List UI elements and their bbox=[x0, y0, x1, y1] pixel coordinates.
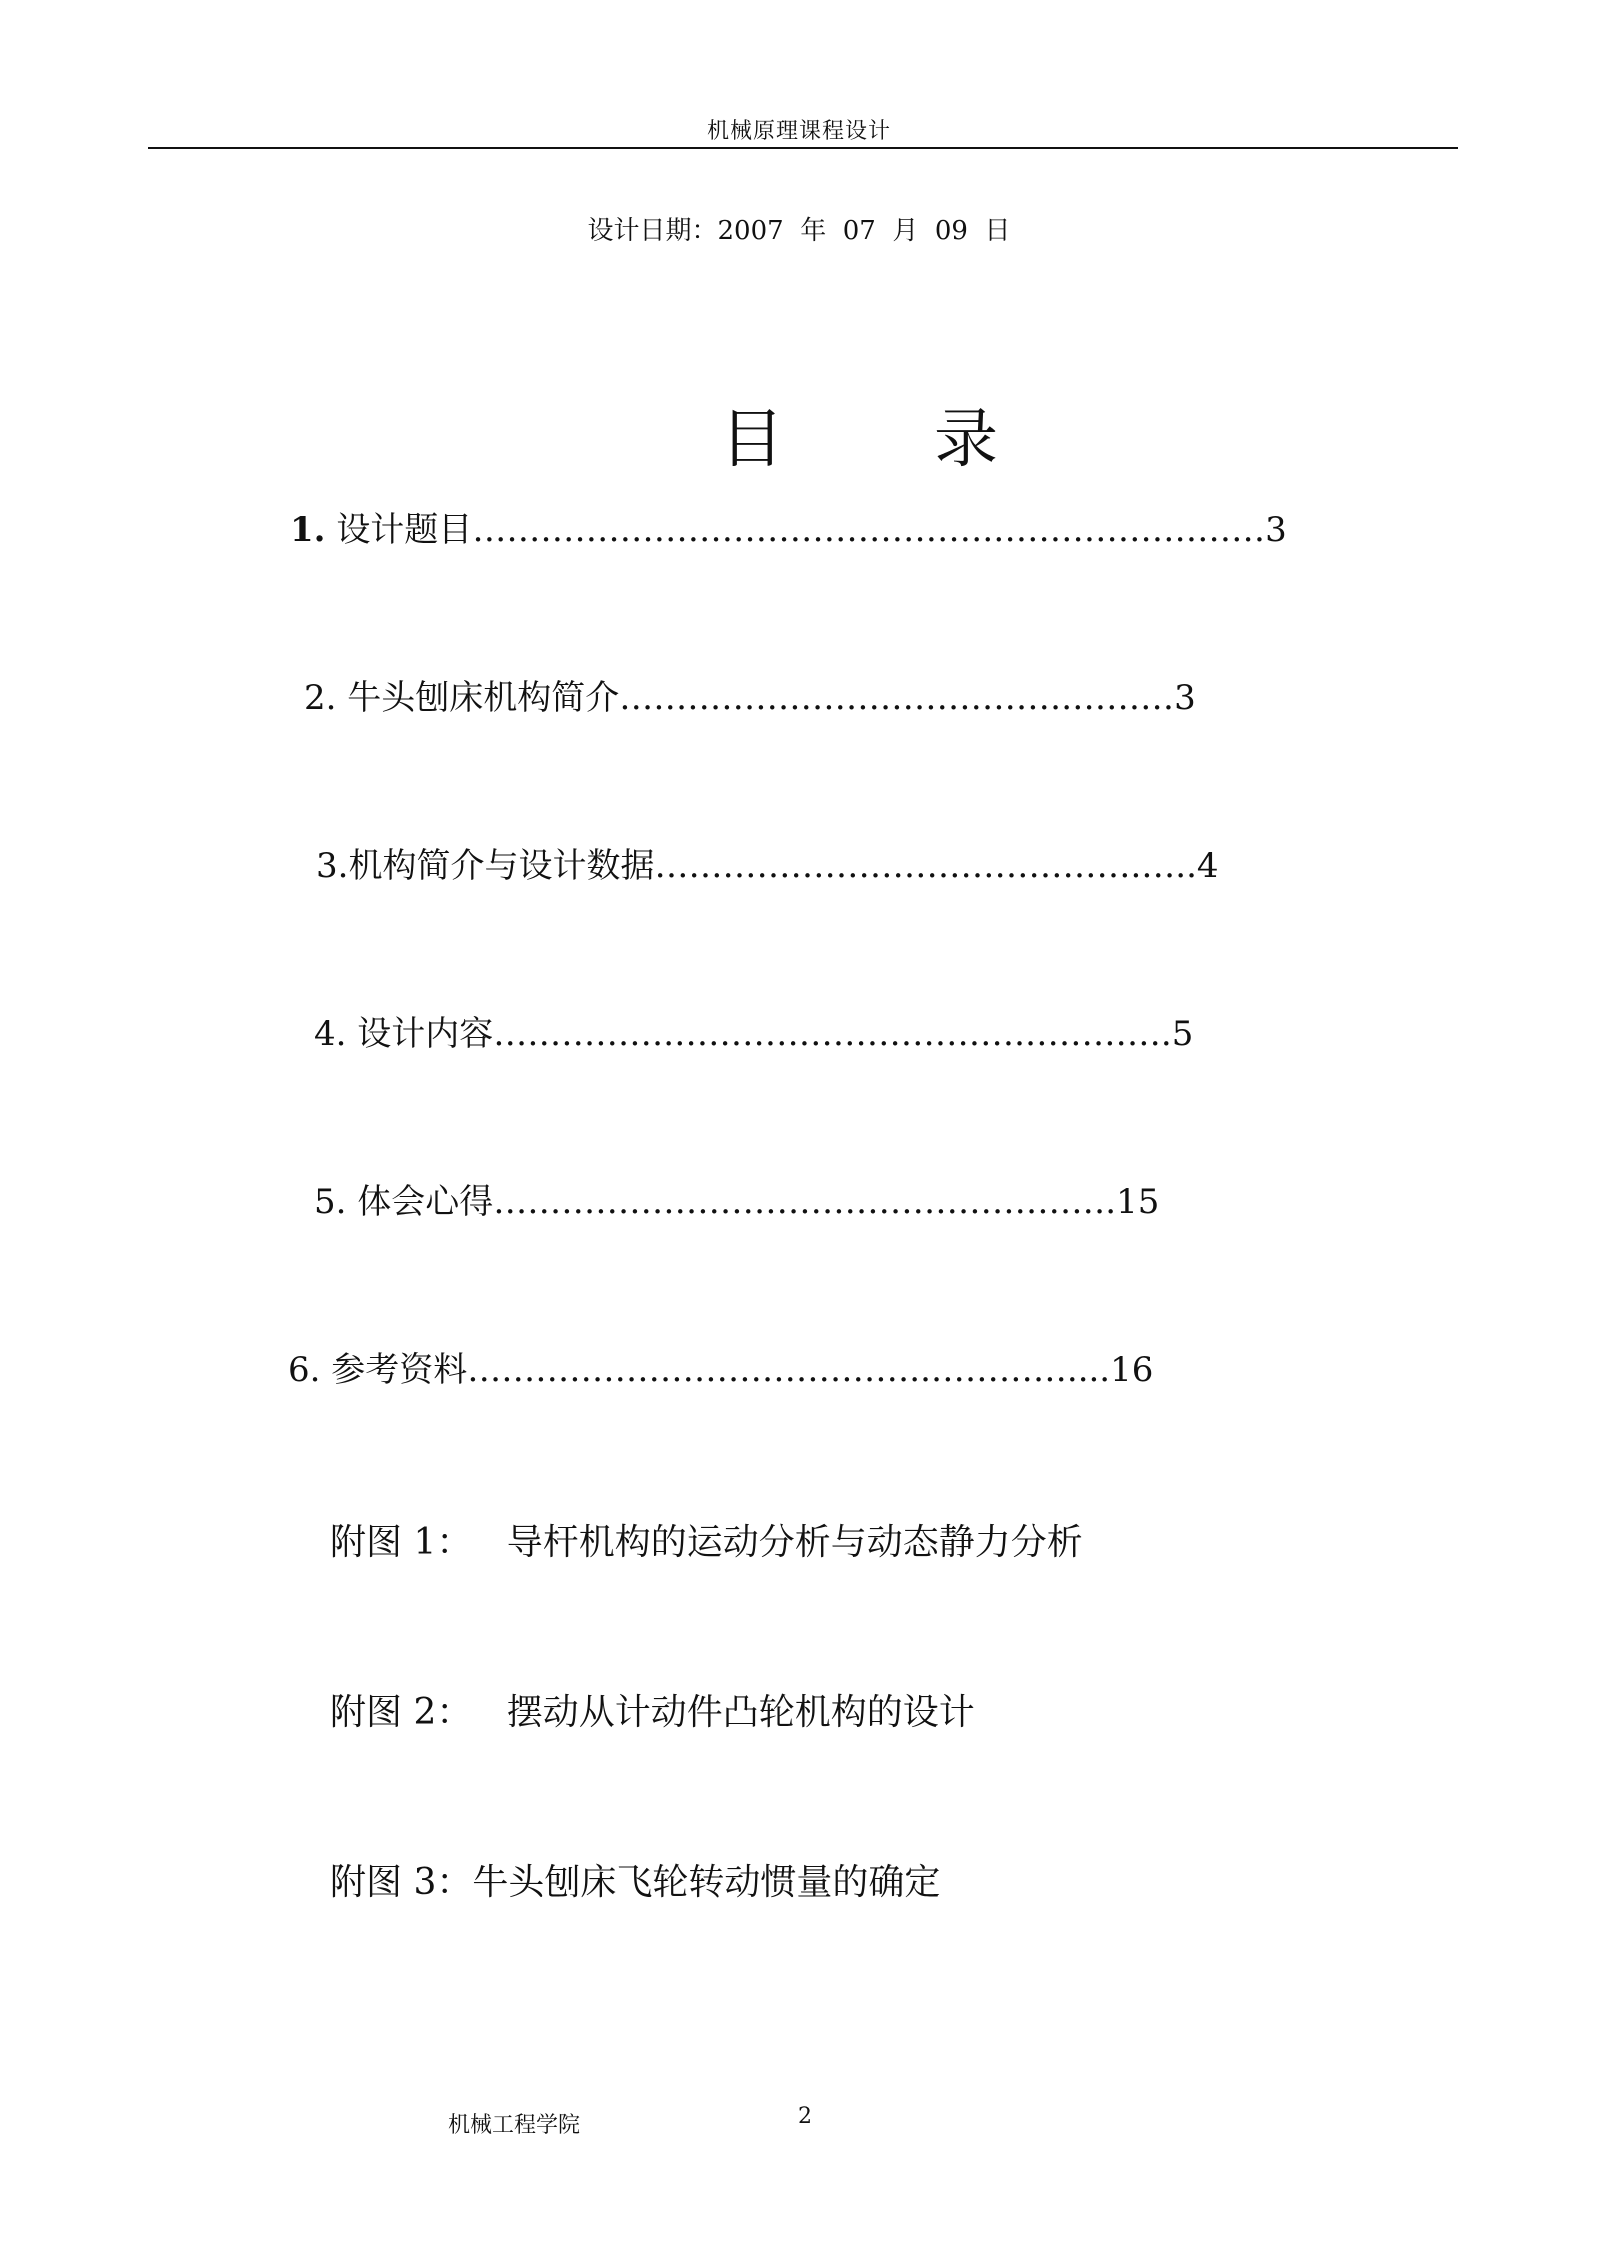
running-header-title: 机械原理课程设计 bbox=[706, 119, 891, 144]
toc-entry-page: 15 bbox=[1116, 1182, 1160, 1222]
toc-entry[interactable] bbox=[314, 1182, 1159, 1223]
toc-heading-left: 目 bbox=[720, 403, 784, 477]
toc-entry-number: 6. bbox=[288, 1350, 321, 1390]
footer-page-number: 2 bbox=[798, 2104, 812, 2129]
toc-entry-title: 参考资料 bbox=[331, 1350, 468, 1390]
toc-entry-number: 3. bbox=[316, 846, 349, 886]
appendix-label: 附图 3： bbox=[330, 1862, 473, 1903]
appendix-label: 附图 1： bbox=[330, 1522, 473, 1563]
toc-entry-number: 2. bbox=[304, 678, 337, 718]
appendix-item bbox=[330, 1514, 1083, 1565]
toc-entry-number: 5. bbox=[314, 1182, 347, 1222]
toc-entry[interactable] bbox=[316, 846, 1219, 887]
toc-entry-leaders: …………………………………..………….... bbox=[467, 1350, 1111, 1390]
toc-entry-page: 4 bbox=[1196, 846, 1219, 886]
toc-entry-page: 3 bbox=[1174, 678, 1196, 718]
toc-entry-title: 体会心得 bbox=[357, 1182, 494, 1222]
toc-entry-title: 设计内容 bbox=[357, 1014, 494, 1054]
toc-entry-number: 4. bbox=[314, 1014, 347, 1054]
toc-entry[interactable] bbox=[314, 1014, 1193, 1055]
toc-entry-number: 1. bbox=[290, 510, 326, 550]
toc-entry-leaders: ………………………………………………. bbox=[493, 1182, 1117, 1222]
appendix-item bbox=[330, 1854, 940, 1905]
appendix-label: 附图 2： bbox=[330, 1692, 473, 1733]
toc-entry[interactable] bbox=[288, 1350, 1153, 1391]
appendix-title: 牛头刨床飞轮转动惯量的确定 bbox=[472, 1862, 941, 1903]
toc-entry-page: 5 bbox=[1171, 1014, 1194, 1054]
toc-entry[interactable] bbox=[304, 678, 1196, 719]
toc-entry[interactable] bbox=[290, 510, 1287, 551]
toc-entry-leaders: ……………………………………….…………………… bbox=[472, 510, 1266, 550]
toc-entry-page: 3 bbox=[1265, 510, 1287, 550]
design-date: 设计日期：2007 年 07 月 09 日 bbox=[587, 216, 1011, 246]
footer-institution: 机械工程学院 bbox=[448, 2113, 581, 2138]
appendix-item bbox=[330, 1684, 975, 1735]
header-rule bbox=[148, 147, 1458, 149]
appendix-title: 导杆机构的运动分析与动态静力分析 bbox=[506, 1522, 1083, 1563]
toc-heading bbox=[720, 403, 998, 477]
toc-entry-leaders: ………………………………….……… bbox=[619, 678, 1175, 718]
toc-entry-leaders: …………………………………….….. bbox=[654, 846, 1197, 886]
toc-heading-right: 录 bbox=[934, 403, 998, 477]
toc-entry-title: 牛头刨床机构简介 bbox=[347, 678, 620, 718]
toc-entry-title: 设计题目 bbox=[336, 510, 473, 550]
appendix-title: 摆动从计动件凸轮机构的设计 bbox=[506, 1692, 975, 1733]
toc-entry-page: 16 bbox=[1110, 1350, 1154, 1390]
toc-entry-leaders: …………….………………………….…………. bbox=[493, 1014, 1172, 1054]
toc-entry-title: 机构简介与设计数据 bbox=[348, 846, 655, 886]
